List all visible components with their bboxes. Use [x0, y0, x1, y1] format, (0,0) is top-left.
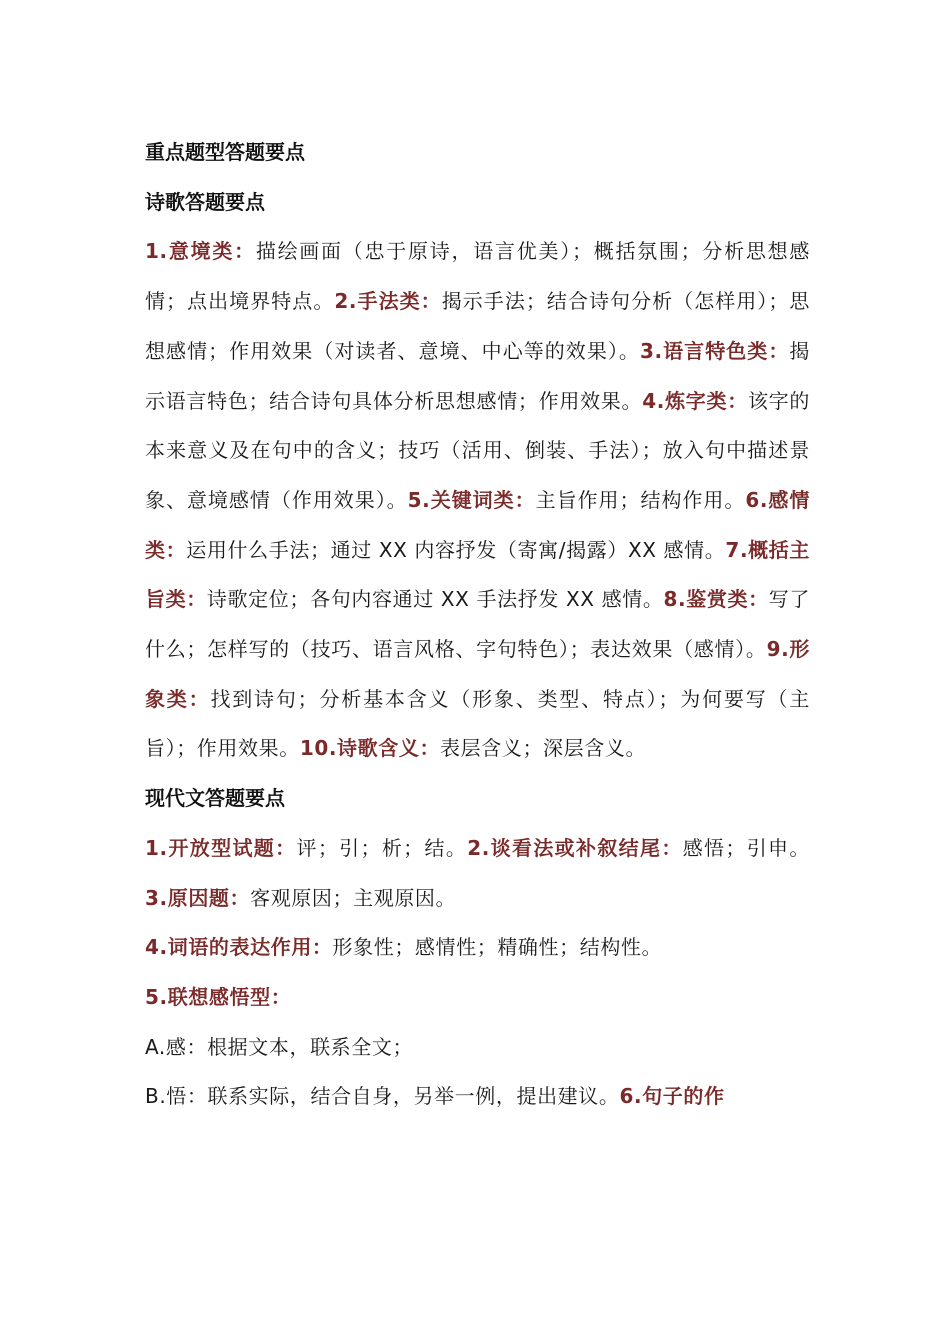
document-title: 重点题型答题要点: [145, 140, 305, 164]
poetry-item-label: 1.意境类：: [145, 239, 256, 264]
poetry-item-label: 7.概括主旨类：: [145, 537, 810, 612]
poetry-item-label: 9.形象类：: [145, 637, 810, 711]
poetry-item-text: 表层含义；深层含义。: [440, 736, 647, 761]
modern-paragraph-5: [145, 1072, 810, 1122]
poetry-item-label: 2.手法类：: [334, 289, 442, 314]
poetry-item-text: 运用什么手法；通过 XX 内容抒发（寄寓/揭露）XX 感情。: [186, 537, 726, 562]
poetry-item-label: 6.感情类：: [145, 487, 811, 562]
modern-item-text: 感悟；引申。: [682, 835, 810, 860]
poetry-item-text: 主旨作用；结构作用。: [535, 487, 746, 512]
modern-item-label: 5.联想感悟型：: [145, 984, 292, 1009]
modern-item-text: 客观原因；主观原因。: [250, 885, 457, 910]
poetry-item-text: 该字的本来意义及在句中的含义；技巧（活用、倒装、手法）；放入句中描述景象、意境感情（作用效果）。: [145, 388, 810, 512]
modern-item-text: 形象性；感情性；精确性；结构性。: [332, 935, 663, 960]
modern-item-label: 4.词语的表达作用：: [145, 935, 333, 960]
modern-paragraph-2: [145, 923, 810, 973]
modern-item-label: 1.开放型试题：: [145, 835, 297, 860]
poetry-heading: 诗歌答题要点: [145, 189, 265, 214]
poetry-item-label: 4.炼字类：: [642, 388, 748, 413]
modern-item-label: 3.原因题：: [145, 885, 251, 910]
poetry-paragraph: [145, 227, 810, 774]
poetry-item-label: 8.鉴赏类：: [663, 587, 769, 612]
poetry-item-text: 描绘画面（忠于原诗，语言优美）；概括氛围；分析思想感情；点出境界特点。: [145, 239, 810, 314]
poetry-item-text: 诗歌定位；各句内容通过 XX 手法抒发 XX 感情。: [206, 587, 664, 612]
modern-paragraph-1: [145, 824, 810, 923]
modern-item-label: 6.句子的作: [619, 1084, 725, 1109]
poetry-item-text: 找到诗句；分析基本含义（形象、类型、特点）；为何要写（主旨）；作用效果。: [145, 686, 810, 761]
modern-item-text: 评；引；析；结。: [296, 835, 468, 860]
poetry-item-text: 写了什么；怎样写的（技巧、语言风格、字句特色）；表达效果（感情）。: [145, 587, 810, 662]
modern-item-label: 2.谈看法或补叙结尾：: [467, 835, 683, 860]
poetry-item-label: 10.诗歌含义：: [299, 736, 441, 761]
poetry-item-text: 揭示语言特色；结合诗句具体分析思想感情；作用效果。: [145, 338, 810, 413]
modern-paragraph-3: [145, 973, 810, 1023]
poetry-item-text: 揭示手法；结合诗句分析（怎样用）；思想感情；作用效果（对读者、意境、中心等的效果）。: [145, 289, 810, 363]
modern-heading: 现代文答题要点: [145, 786, 285, 811]
modern-paragraph-4: [145, 1023, 810, 1073]
poetry-item-label: 5.关键词类：: [407, 487, 536, 512]
modern-item-text: A.感：根据文本，联系全文；: [145, 1034, 414, 1059]
modern-item-text: B.悟：联系实际，结合自身，另举一例，提出建议。: [145, 1084, 620, 1109]
poetry-item-label: 3.语言特色类：: [639, 338, 790, 363]
document-page: [145, 128, 810, 1122]
